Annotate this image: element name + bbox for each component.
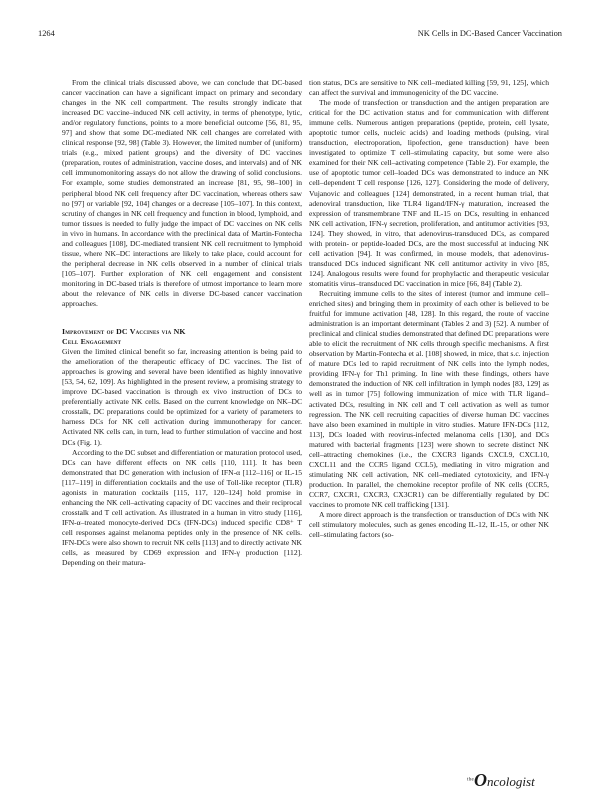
- section-heading: [62, 327, 302, 347]
- left-paragraph-1: From the clinical trials discussed above, we can conclude that DC-based cancer vaccination can have a significant impact on primary and secondary changes in the NK cell compartment. The results strongly indicate that increased DC vaccine–induced NK cell activity, in terms of phenotype, lytic, and/or regulatory functions, points to a more beneficial outcome [56, 81, 95, 97] and show that some DC-mediated NK cell changes are correlated with clinical response [92, 98] (Table 3). However, the limited number of (uniform) trials (e.g., mixed patient groups) and the diversity of DC vaccines (preparation, routes of administration, vaccine doses, and intervals) and of NK cell immunomonitoring assays do not allow the drawing of solid conclusions. For example, some studies demonstrated an increase [81, 95, 98–100] in peripheral blood NK cell frequency after DC vaccination, whereas others saw no [97] or variable [92, 104] changes or a decrease [105–107]. In this context, scrutiny of changes in NK cell frequency and function in blood, lymphoid, and tumor tissues is needed to fully judge the impact of DC vaccines on NK cells in vivo in humans. In accordance with the preclinical data of Martin-Fontecha and colleagues [108], DC-mediated transient NK cell recruitment to lymphoid tissue, where NK–DC interactions are likely to take place, could account for the peripheral decrease in NK cells observed in a number of clinical trials [105–107]. Further exploration of NK cell engagement and consistent monitoring in DC-based trials is therefore of utmost importance to learn more about the relevance of NK cells in diverse DC-based cancer vaccination approaches.: [62, 78, 302, 309]
- journal-logo: [467, 772, 535, 790]
- logo-rest: ncologist: [487, 774, 535, 789]
- left-paragraph-3: According to the DC subset and differentiation or maturation protocol used, DCs can have different effects on NK cells [110, 111]. It has been demonstrated that DC generation with inclusion of IFN-α [112–116] or IL-15 [117–119] in differentiation cocktails and the use of Toll-like receptor (TLR) agonists in maturation cocktails [115, 117, 120–124] hold promise in enhancing the NK cell–activating capacity of DC vaccines and their reciprocal crosstalk and T cell activation. As illustrated in a human in vitro study [116], IFN-α–treated monocyte-derived DCs (IFN-DCs) induced specific CD8⁺ T cell responses against melanoma peptides only in the presence of NK cells. IFN-DCs were also shown to recruit NK cells [113] and to directly activate NK cells, as measured by CD69 expression and IFN-γ production [112]. Depending on their matura-: [62, 447, 302, 568]
- page-number: 1264: [38, 29, 55, 38]
- right-column: [309, 78, 549, 540]
- right-paragraph-1: tion status, DCs are sensitive to NK cell–mediated killing [59, 91, 125], which can affect the survival and immunogenicity of the DC vaccine.: [309, 78, 549, 98]
- section-heading-line-2: Cell Engagement: [62, 337, 122, 347]
- right-paragraph-3: Recruiting immune cells to the sites of interest (tumor and immune cell–enriched sites) and bringing them in proximity of each other is believed to be fruitful for immune activation [48, 128]. In this regard, the route of vaccine administration is an important determinant (Tables 2 and 3) [52]. A number of preclinical and clinical studies demonstrated that defined DC preparations were able to elicit the recruitment of NK cells through specific mechanisms. A first observation by Martin-Fontecha et al. [108] showed, in mice, that s.c. injection of mature DCs led to rapid recruitment of NK cells into the lymph nodes, providing IFN-γ for Th1 priming. In line with these findings, others have demonstrated the induction of NK cell infiltration in lymph nodes [83, 129] as well as in tumor [75] following immunization of mice with TLR ligand–activated DCs, resulting in NK cell and T cell activation as well as tumor regression. The NK cell recruiting capacities of diverse human DC vaccines have also been examined in multiple in vitro studies. Mature IFN-DCs [112, 113], DCs loaded with reovirus-infected melanoma cells [130], and DCs matured with bacterial fragments [123] were shown to secrete distinct NK cell–attracting chemokines (i.e., the CXCR3 ligands CXCL9, CXCL10, CXCL11 and the CCR5 ligand CCL5), mediating in vitro migration and stimulating NK cell activation, NK cell–mediated cytotoxicity, and IFN-γ production. In parallel, the chemokine receptor profile of NK cells (CCR5, CCR7, CXCR1, CXCR3, CX3CR1) can be differentially regulated by DC vaccines to promote NK cell trafficking [131].: [309, 288, 549, 509]
- left-paragraph-2: Given the limited clinical benefit so far, increasing attention is being paid to the amelioration of the therapeutic efficacy of DC vaccines. The list of approaches is growing and several have been identified as highly innovative [53, 54, 62, 109]. As highlighted in the present review, a promising strategy to improve DC-based vaccination is through ex vivo instruction of DCs to preferentially activate NK cells. Based on the current knowledge on NK–DC crosstalk, DC preparations could be optimized for a variety of parameters to harness DCs for NK cell activation during immunotherapy for cancer. Activated NK cells can, in turn, lead to further stimulation of vaccine and host DCs (Fig. 1).: [62, 347, 302, 447]
- running-title: NK Cells in DC-Based Cancer Vaccination: [417, 29, 562, 38]
- right-paragraph-2: The mode of transfection or transduction and the antigen preparation are critical for the DC activation status and for communication with different immune cells. Numerous antigen preparations (peptide, protein, cell lysate, apoptotic tumor cells, nucleic acids) and loading methods (pulsing, viral transduction, electroporation, lipofection, gene transduction) have been investigated to optimize T cell–stimulating capacity, but some were also examined for their NK cell–activating competence (Table 2). For example, the use of apoptotic tumor cell–loaded DCs was demonstrated to induce an NK cell–dependent T cell response [126, 127]. Considering the mode of delivery, Vujanovic and colleagues [124] demonstrated, in a recent human trial, that adenoviral transduction, like TLR4 ligand/IFN-γ maturation, increased the expression of transmembrane TNF and IL-15 on DCs, resulting in enhanced NK cell activation, IFN-γ secretion, proliferation, and antitumor activities [93, 124]. They showed, in vitro, that adenovirus-transduced DCs, as compared with protein- or peptide-loaded DCs, are the most successful at inducing NK cell activation [94]. It was confirmed, in mouse models, that adenovirus-transduced DCs induced significant NK cell antitumor activity in vivo [85, 124]. Analogous results were found for prophylactic and therapeutic vesicular stomatitis virus–transduced DC vaccination in mice [66, 84] (Table 2).: [309, 98, 549, 288]
- right-paragraph-4: A more direct approach is the transfection or transduction of DCs with NK cell stimulatory molecules, such as genes encoding IL-12, IL-15, or other NK cell–stimulating factors (so-: [309, 510, 549, 540]
- left-column: [62, 78, 302, 568]
- logo-initial: O: [474, 770, 488, 790]
- logo-prefix: the: [467, 777, 475, 783]
- running-header: [38, 27, 562, 41]
- section-heading-line-1: Improvement of DC Vaccines via NK: [62, 327, 186, 337]
